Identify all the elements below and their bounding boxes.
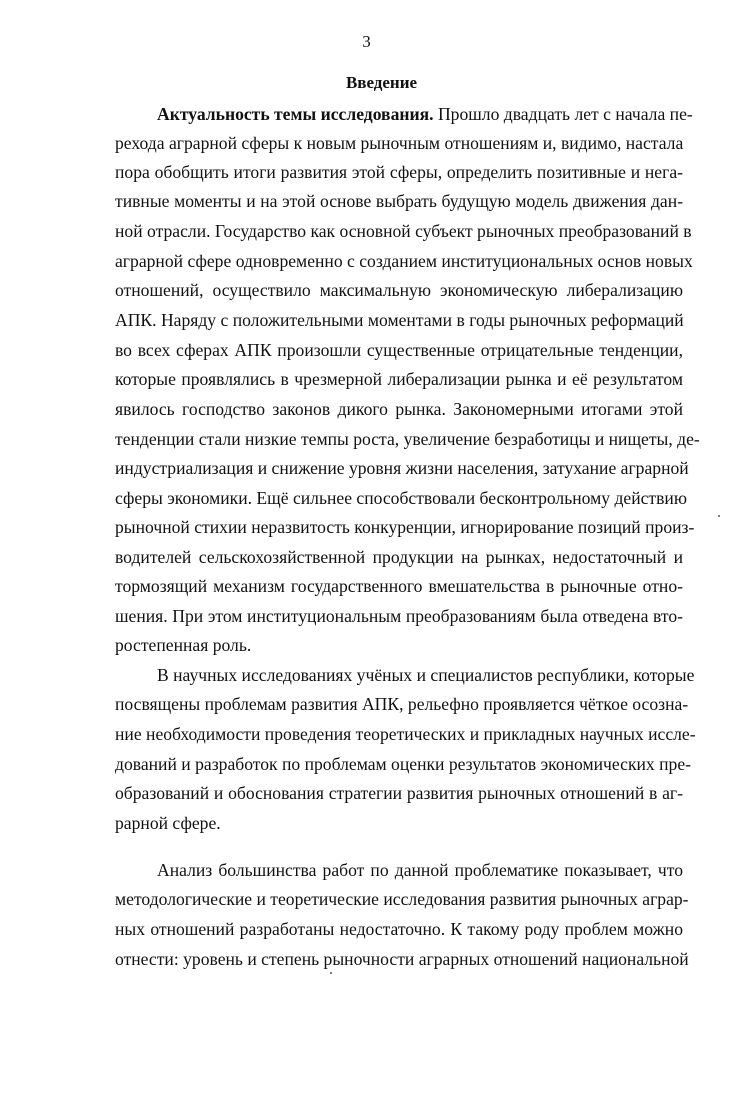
- paragraph-line: рыночной стихии неразвитость конкуренции, игнорирование позиций произ-: [115, 517, 695, 537]
- paragraph-line: ной отрасли. Государство как основной субъект рыночных преобразований в: [115, 221, 692, 241]
- paragraph-line: посвящены проблемам развития АПК, рельефно проявляется чёткое осозна-: [115, 694, 689, 714]
- paragraph-line: ных отношений разработаны недостаточно. К такому роду проблем можно: [115, 919, 683, 939]
- paragraph-line: во всех сферах АПК произошли существенные отрицательные тенденции,: [115, 340, 683, 360]
- paragraph-line: дований и разработок по проблемам оценки результатов экономических пре-: [115, 754, 691, 774]
- paragraph-line: рарной сфере.: [115, 813, 221, 833]
- paragraph-line: Анализ большинства работ по данной проблематике показывает, что: [157, 860, 683, 880]
- paragraph-line: тенденции стали низкие темпы роста, увеличение безработицы и нищеты, де-: [115, 429, 700, 449]
- section-heading: Введение: [345, 73, 418, 92]
- paragraph-line: водителей сельскохозяйственной продукции на рынках, недостаточный и: [115, 547, 683, 567]
- paragraph-line: образований и обоснования стратегии развития рыночных отношений в аг-: [115, 783, 683, 803]
- paragraph-line: АПК. Наряду с положительными моментами в годы рыночных реформаций: [115, 310, 684, 330]
- scan-speck: [330, 972, 332, 974]
- paragraph-line: пора обобщить итоги развития этой сферы, определить позитивные и нега-: [115, 162, 683, 182]
- lead-bold-phrase: Актуальность темы исследования.: [157, 104, 434, 124]
- page-number: 3: [362, 32, 371, 51]
- paragraph-line: рехода аграрной сферы к новым рыночным отношениям и, видимо, настала: [115, 133, 684, 153]
- paragraph-line: которые проявлялись в чрезмерной либерализации рынка и её результатом: [115, 369, 683, 389]
- paragraph-line: индустриализация и снижение уровня жизни населения, затухание аграрной: [115, 458, 689, 478]
- paragraph-line: сферы экономики. Ещё сильнее способствовали бесконтрольному действию: [115, 488, 687, 508]
- paragraph-line: отнести: уровень и степень рыночности аграрных отношений национальной: [115, 949, 689, 969]
- paragraph-line: отношений, осуществило максимальную экономическую либерализацию: [115, 280, 683, 300]
- line-text: Прошло двадцать лет с начала пе-: [433, 104, 693, 124]
- paragraph-line: В научных исследованиях учёных и специалистов республики, которые: [157, 665, 695, 685]
- paragraph-line: тивные моменты и на этой основе выбрать будущую модель движения дан-: [115, 191, 683, 211]
- paragraph-line: тормозящий механизм государственного вмешательства в рыночные отно-: [115, 576, 683, 596]
- scan-speck: [718, 515, 720, 517]
- paragraph-line: аграрной сфере одновременно с созданием институциональных основ новых: [115, 251, 693, 271]
- paragraph-line: явилось господство законов дикого рынка. Закономерными итогами этой: [115, 399, 683, 419]
- paragraph-line: ростепенная роль.: [115, 635, 252, 655]
- paragraph-line: [157, 104, 693, 124]
- paragraph-line: методологические и теоретические исследования развития рыночных аграр-: [115, 889, 689, 909]
- paragraph-line: шения. При этом институциональным преобразованиям была отведена вто-: [115, 606, 683, 626]
- paragraph-line: ние необходимости проведения теоретических и прикладных научных иссле-: [115, 724, 696, 744]
